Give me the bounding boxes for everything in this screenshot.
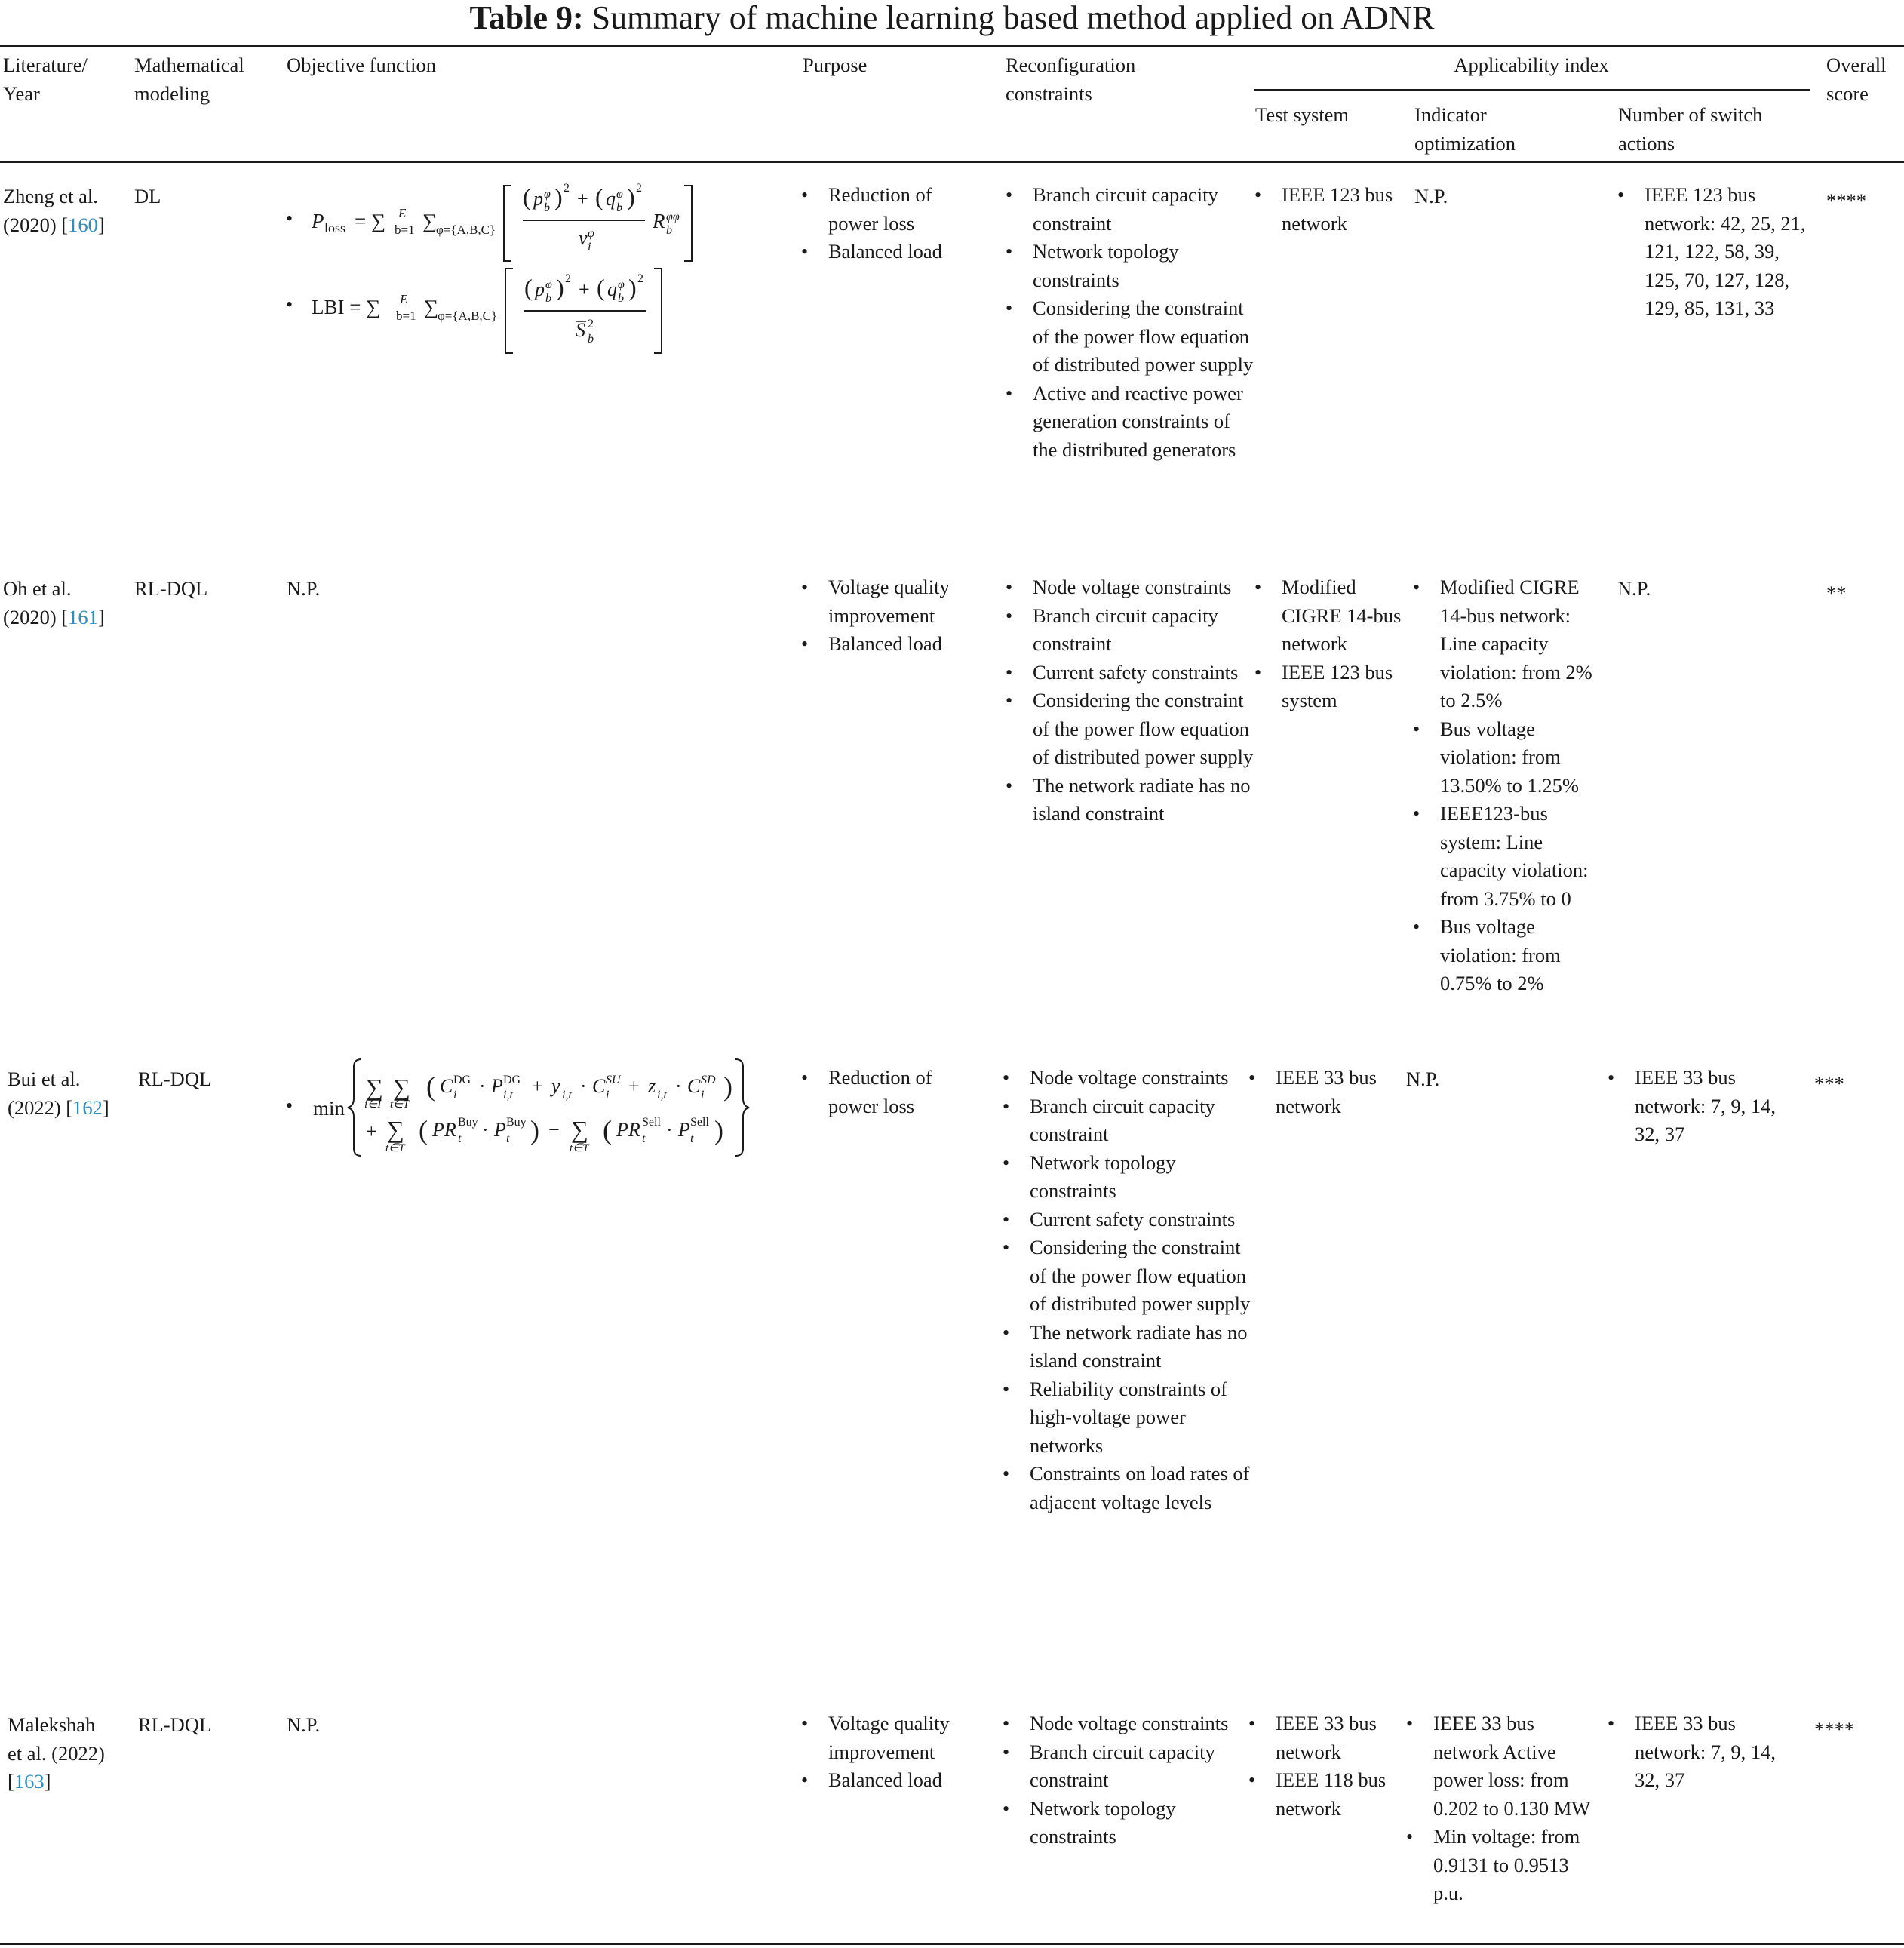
row3-switch-item: • IEEE 33 bus network: 7, 9, 14, 32, 37	[1608, 1064, 1805, 1149]
row1-citation-link[interactable]: 160	[68, 213, 98, 236]
svg-text:P: P	[491, 1075, 503, 1097]
svg-text:i∈I: i∈I	[364, 1098, 382, 1111]
svg-text:q: q	[606, 188, 616, 210]
svg-text:t∈T: t∈T	[570, 1142, 589, 1154]
row1-indicator: N.P.	[1414, 185, 1448, 207]
row3-test-item: • IEEE 33 bus network	[1248, 1064, 1399, 1120]
svg-text:Sell: Sell	[690, 1116, 709, 1129]
svg-text:∑: ∑	[571, 1116, 588, 1143]
row3-modeling: RL-DQL	[138, 1068, 212, 1090]
svg-text:loss: loss	[324, 220, 346, 235]
svg-text:DG: DG	[503, 1074, 521, 1086]
svg-text:φ: φ	[545, 278, 552, 291]
svg-text:LBI = ∑: LBI = ∑	[312, 296, 381, 318]
row1-constraint-item: • Active and reactive power generation constraints of the distributed generators	[1006, 379, 1254, 465]
row2-score: **	[1826, 582, 1847, 604]
svg-text:t: t	[642, 1132, 646, 1145]
svg-text:2: 2	[637, 272, 643, 285]
row3-year: (2022) [	[8, 1095, 73, 1119]
svg-text:): )	[530, 1115, 539, 1145]
row3-constraint-item: • Current safety constraints	[1003, 1206, 1254, 1234]
svg-text:∑: ∑	[366, 1074, 383, 1101]
svg-text:b: b	[545, 292, 551, 305]
svg-text:i,t: i,t	[503, 1089, 513, 1102]
row1-score: ****	[1826, 189, 1866, 212]
row3-author: Bui et al.	[8, 1068, 81, 1090]
svg-text:E: E	[398, 206, 407, 220]
header-switch-actions: Number of switch actions	[1618, 103, 1763, 155]
row1-switch-actions	[1617, 181, 1815, 323]
row4-purpose-item: • Balanced load	[801, 1766, 982, 1795]
svg-text:φ={A,B,C}: φ={A,B,C}	[436, 223, 496, 237]
svg-text:φ: φ	[618, 278, 625, 291]
row4-switch-actions	[1608, 1710, 1805, 1795]
top-rule	[0, 45, 1904, 47]
row1-ploss-equation	[283, 181, 751, 263]
svg-text:+: +	[532, 1075, 543, 1097]
row1-modeling: DL	[134, 185, 161, 207]
row4-author: Malekshah	[8, 1713, 96, 1736]
svg-text:2: 2	[564, 182, 570, 195]
svg-text:•: •	[286, 1095, 293, 1117]
svg-text:φ={A,B,C}: φ={A,B,C}	[438, 309, 498, 323]
row4-year: et al. (2022)	[8, 1741, 105, 1765]
row4-constraint-item: • Branch circuit capacity constraint	[1003, 1738, 1254, 1795]
row1-switch-item: • IEEE 123 bus network: 42, 25, 21, 121, 122, 58, 39, 125, 70, 127, 128, 129, 85, 131, 33	[1617, 181, 1815, 323]
header-objective: Objective function	[287, 54, 436, 76]
row2-constraint-item: • The network radiate has no island constraint	[1006, 772, 1254, 828]
svg-text:z: z	[648, 1075, 656, 1097]
row4-literature: Malekshah et al. (2022) [163]	[8, 1713, 105, 1793]
row1-constraint-item: • Branch circuit capacity constraint	[1006, 181, 1254, 238]
header-rule	[0, 161, 1904, 163]
row3-constraint-item: • Reliability constraints of high-voltage power networks	[1003, 1375, 1254, 1461]
svg-text:∑: ∑	[422, 210, 438, 232]
row2-indicator	[1413, 573, 1605, 998]
row1-author: Zheng et al.	[3, 185, 98, 207]
row1-objective-ploss	[283, 181, 751, 263]
svg-text:2: 2	[565, 272, 571, 285]
row1-objective-lbi	[283, 267, 705, 358]
row2-indicator-item: • Modified CIGRE 14-bus network: Line capacity violation: from 2% to 2.5%	[1413, 573, 1605, 715]
svg-text:i: i	[453, 1089, 457, 1102]
row2-indicator-item: • Bus voltage violation: from 0.75% to 2%	[1413, 913, 1605, 998]
svg-text:+: +	[577, 188, 588, 210]
svg-text:DG: DG	[453, 1074, 471, 1086]
svg-text:p: p	[535, 278, 545, 300]
row2-constraint-item: • Considering the constraint of the power flow equation of distributed power supply	[1006, 687, 1254, 772]
svg-text:t: t	[506, 1132, 510, 1145]
svg-text:b: b	[544, 201, 550, 214]
svg-text:t∈T: t∈T	[390, 1098, 410, 1111]
row3-constraint-item: • Branch circuit capacity constraint	[1003, 1092, 1254, 1149]
row3-close: ]	[102, 1095, 109, 1119]
svg-text:∑: ∑	[424, 296, 439, 318]
row1-close: ]	[97, 213, 105, 236]
row3-purpose-item: • Reduction of power loss	[801, 1064, 982, 1120]
header-score: Overall score	[1826, 54, 1887, 105]
svg-text:∑: ∑	[393, 1074, 410, 1101]
row2-constraint-item: • Current safety constraints	[1006, 659, 1254, 687]
svg-text:(: (	[597, 274, 605, 301]
svg-text:2: 2	[588, 318, 594, 330]
header-purpose: Purpose	[803, 54, 868, 76]
row4-indicator-item: • Min voltage: from 0.9131 to 0.9513 p.u.	[1406, 1823, 1595, 1908]
row2-year: (2020) [	[3, 605, 69, 628]
svg-text:φ: φ	[616, 188, 623, 201]
svg-text:i: i	[606, 1089, 610, 1102]
svg-text:∑: ∑	[387, 1116, 404, 1143]
svg-text:min: min	[313, 1097, 345, 1120]
row4-objective: N.P.	[287, 1713, 321, 1736]
svg-text:•: •	[286, 207, 293, 229]
svg-text:): )	[627, 183, 635, 210]
row4-citation-link[interactable]: 163	[14, 1770, 45, 1793]
svg-text:φ: φ	[588, 227, 594, 240]
svg-text:t: t	[458, 1132, 462, 1145]
row2-purpose-item: • Balanced load	[801, 630, 982, 659]
svg-text:(: (	[419, 1115, 428, 1145]
svg-text:p: p	[533, 188, 543, 210]
row4-score: ****	[1814, 1718, 1854, 1741]
header-constraints: Reconfiguration constraints	[1006, 54, 1136, 105]
row4-switch-item: • IEEE 33 bus network: 7, 9, 14, 32, 37	[1608, 1710, 1805, 1795]
row4-purpose-item: • Voltage quality improvement	[801, 1710, 982, 1766]
svg-text:Sell: Sell	[642, 1116, 661, 1129]
svg-text:C: C	[440, 1075, 453, 1097]
header-modeling: Mathematical modeling	[134, 54, 244, 105]
svg-text:b=1: b=1	[395, 223, 415, 237]
svg-text:): )	[723, 1071, 732, 1102]
row3-constraint-item: • The network radiate has no island constraint	[1003, 1319, 1254, 1375]
svg-text:S: S	[576, 319, 585, 341]
row4-test-system	[1248, 1710, 1399, 1823]
row2-indicator-item: • IEEE123-bus system: Line capacity violation: from 3.75% to 0	[1413, 800, 1605, 913]
row3-constraint-item: • Considering the constraint of the power flow equation of distributed power supply	[1003, 1234, 1254, 1319]
svg-text:·: ·	[666, 1119, 673, 1141]
svg-text:P: P	[494, 1119, 506, 1141]
row1-purpose-item: • Reduction of power loss	[801, 181, 982, 238]
row3-test-system	[1248, 1064, 1399, 1120]
svg-text:P: P	[678, 1119, 690, 1141]
svg-text:+: +	[366, 1120, 377, 1142]
row4-indicator	[1406, 1710, 1595, 1908]
row3-indicator: N.P.	[1406, 1068, 1440, 1090]
row1-constraint-item: • Considering the constraint of the power flow equation of distributed power supply	[1006, 294, 1254, 379]
caption-text: Summary of machine learning based method applied on ADNR	[591, 0, 1435, 36]
row2-test-item: • Modified CIGRE 14-bus network	[1254, 573, 1405, 659]
row3-constraint-item: • Network topology constraints	[1003, 1149, 1254, 1206]
row4-constraint-item: • Node voltage constraints	[1003, 1710, 1254, 1738]
row3-purpose	[801, 1064, 982, 1120]
svg-text:i: i	[588, 241, 591, 253]
header-indicator: Indicator optimization	[1414, 103, 1516, 155]
row1-literature	[3, 183, 131, 239]
row4-test-item: • IEEE 33 bus network	[1248, 1710, 1399, 1766]
svg-text:y: y	[551, 1075, 560, 1097]
row3-literature	[8, 1065, 136, 1122]
svg-text:b: b	[618, 292, 624, 305]
row2-constraint-item: • Node voltage constraints	[1006, 573, 1254, 602]
svg-text:+: +	[628, 1075, 640, 1097]
row3-objective-min	[283, 1053, 773, 1159]
row1-test-system	[1254, 181, 1405, 238]
row2-indicator-item: • Bus voltage violation: from 13.50% to 1.25%	[1413, 715, 1605, 800]
row2-literature	[3, 575, 131, 631]
svg-text:(: (	[523, 183, 531, 210]
svg-text:t: t	[690, 1132, 694, 1145]
row2-constraints	[1006, 573, 1254, 828]
svg-text:b: b	[616, 201, 622, 214]
row2-test-item: • IEEE 123 bus system	[1254, 659, 1405, 715]
svg-text:·: ·	[675, 1075, 682, 1097]
svg-text:SU: SU	[606, 1074, 621, 1086]
row4-constraint-item: • Network topology constraints	[1003, 1795, 1254, 1851]
row4-test-item: • IEEE 118 bus network	[1248, 1766, 1399, 1823]
svg-text:b=1: b=1	[396, 309, 416, 323]
svg-text:(: (	[426, 1071, 435, 1102]
svg-text:(: (	[595, 183, 603, 210]
svg-text:PR: PR	[432, 1119, 456, 1141]
svg-text:E: E	[400, 292, 408, 306]
row2-author: Oh et al.	[3, 577, 72, 600]
bottom-rule	[0, 1943, 1904, 1945]
row3-switch-actions	[1608, 1064, 1805, 1149]
svg-text:SD: SD	[701, 1074, 716, 1086]
row2-purpose	[801, 573, 982, 659]
row3-citation-link[interactable]: 162	[72, 1095, 103, 1119]
row3-constraints	[1003, 1064, 1254, 1516]
svg-text:t∈T: t∈T	[385, 1142, 405, 1154]
row1-lbi-equation	[283, 267, 705, 358]
row1-constraints	[1006, 181, 1254, 464]
svg-text:): )	[714, 1115, 723, 1145]
svg-text:(: (	[524, 274, 533, 301]
row1-purpose	[801, 181, 982, 266]
row2-close: ]	[97, 605, 105, 628]
row3-score: ***	[1814, 1072, 1844, 1095]
svg-text:φ: φ	[544, 188, 551, 201]
row2-citation-link[interactable]: 161	[68, 605, 98, 628]
svg-text:R: R	[653, 210, 665, 232]
svg-text:(: (	[603, 1115, 612, 1145]
row3-constraint-item: • Node voltage constraints	[1003, 1064, 1254, 1092]
svg-text:φφ: φφ	[666, 210, 680, 223]
row2-test-system	[1254, 573, 1405, 715]
svg-text:2: 2	[636, 182, 642, 195]
header-applicability: Applicability index	[1454, 54, 1609, 76]
row2-purpose-item: • Voltage quality improvement	[801, 573, 982, 630]
svg-text:+: +	[579, 278, 590, 300]
header-literature: Literature/ Year	[3, 54, 88, 105]
caption-label: Table 9:	[469, 0, 584, 36]
svg-text:P: P	[312, 210, 324, 232]
svg-text:Buy: Buy	[458, 1116, 478, 1129]
svg-text:·: ·	[479, 1075, 486, 1097]
svg-text:−: −	[548, 1119, 560, 1141]
row1-constraint-item: • Network topology constraints	[1006, 238, 1254, 294]
svg-text:i,t: i,t	[657, 1089, 667, 1102]
header-test-system: Test system	[1255, 103, 1350, 126]
row4-modeling: RL-DQL	[138, 1713, 212, 1736]
svg-text:q: q	[607, 278, 617, 300]
row4-purpose	[801, 1710, 982, 1795]
row3-min-equation	[283, 1053, 773, 1159]
row2-objective: N.P.	[287, 577, 321, 600]
row4-indicator-item: • IEEE 33 bus network Active power loss: from 0.202 to 0.130 MW	[1406, 1710, 1595, 1823]
svg-text:b: b	[666, 224, 672, 237]
svg-text:): )	[628, 274, 637, 301]
svg-text:): )	[556, 274, 564, 301]
row1-test-item: • IEEE 123 bus network	[1254, 181, 1405, 238]
svg-text:Buy: Buy	[506, 1116, 527, 1129]
svg-text:b: b	[588, 333, 594, 346]
svg-text:C: C	[592, 1075, 606, 1097]
svg-text:PR: PR	[616, 1119, 640, 1141]
svg-text:·: ·	[580, 1075, 587, 1097]
row1-year: (2020) [	[3, 213, 69, 236]
row2-modeling: RL-DQL	[134, 577, 208, 600]
row2-constraint-item: • Branch circuit capacity constraint	[1006, 602, 1254, 659]
row4-constraints	[1003, 1710, 1254, 1851]
svg-text:i: i	[701, 1089, 705, 1102]
row2-switch-actions: N.P.	[1617, 577, 1651, 600]
svg-text:= ∑: = ∑	[355, 210, 386, 232]
applicability-rule	[1254, 89, 1810, 91]
row1-purpose-item: • Balanced load	[801, 238, 982, 266]
svg-text:): )	[554, 183, 563, 210]
svg-text:C: C	[687, 1075, 701, 1097]
row3-constraint-item: • Constraints on load rates of adjacent voltage levels	[1003, 1460, 1254, 1516]
svg-text:i,t: i,t	[562, 1089, 572, 1102]
svg-text:•: •	[286, 293, 293, 315]
table-caption	[0, 0, 1904, 41]
svg-text:v: v	[579, 227, 588, 249]
svg-text:·: ·	[482, 1119, 489, 1141]
